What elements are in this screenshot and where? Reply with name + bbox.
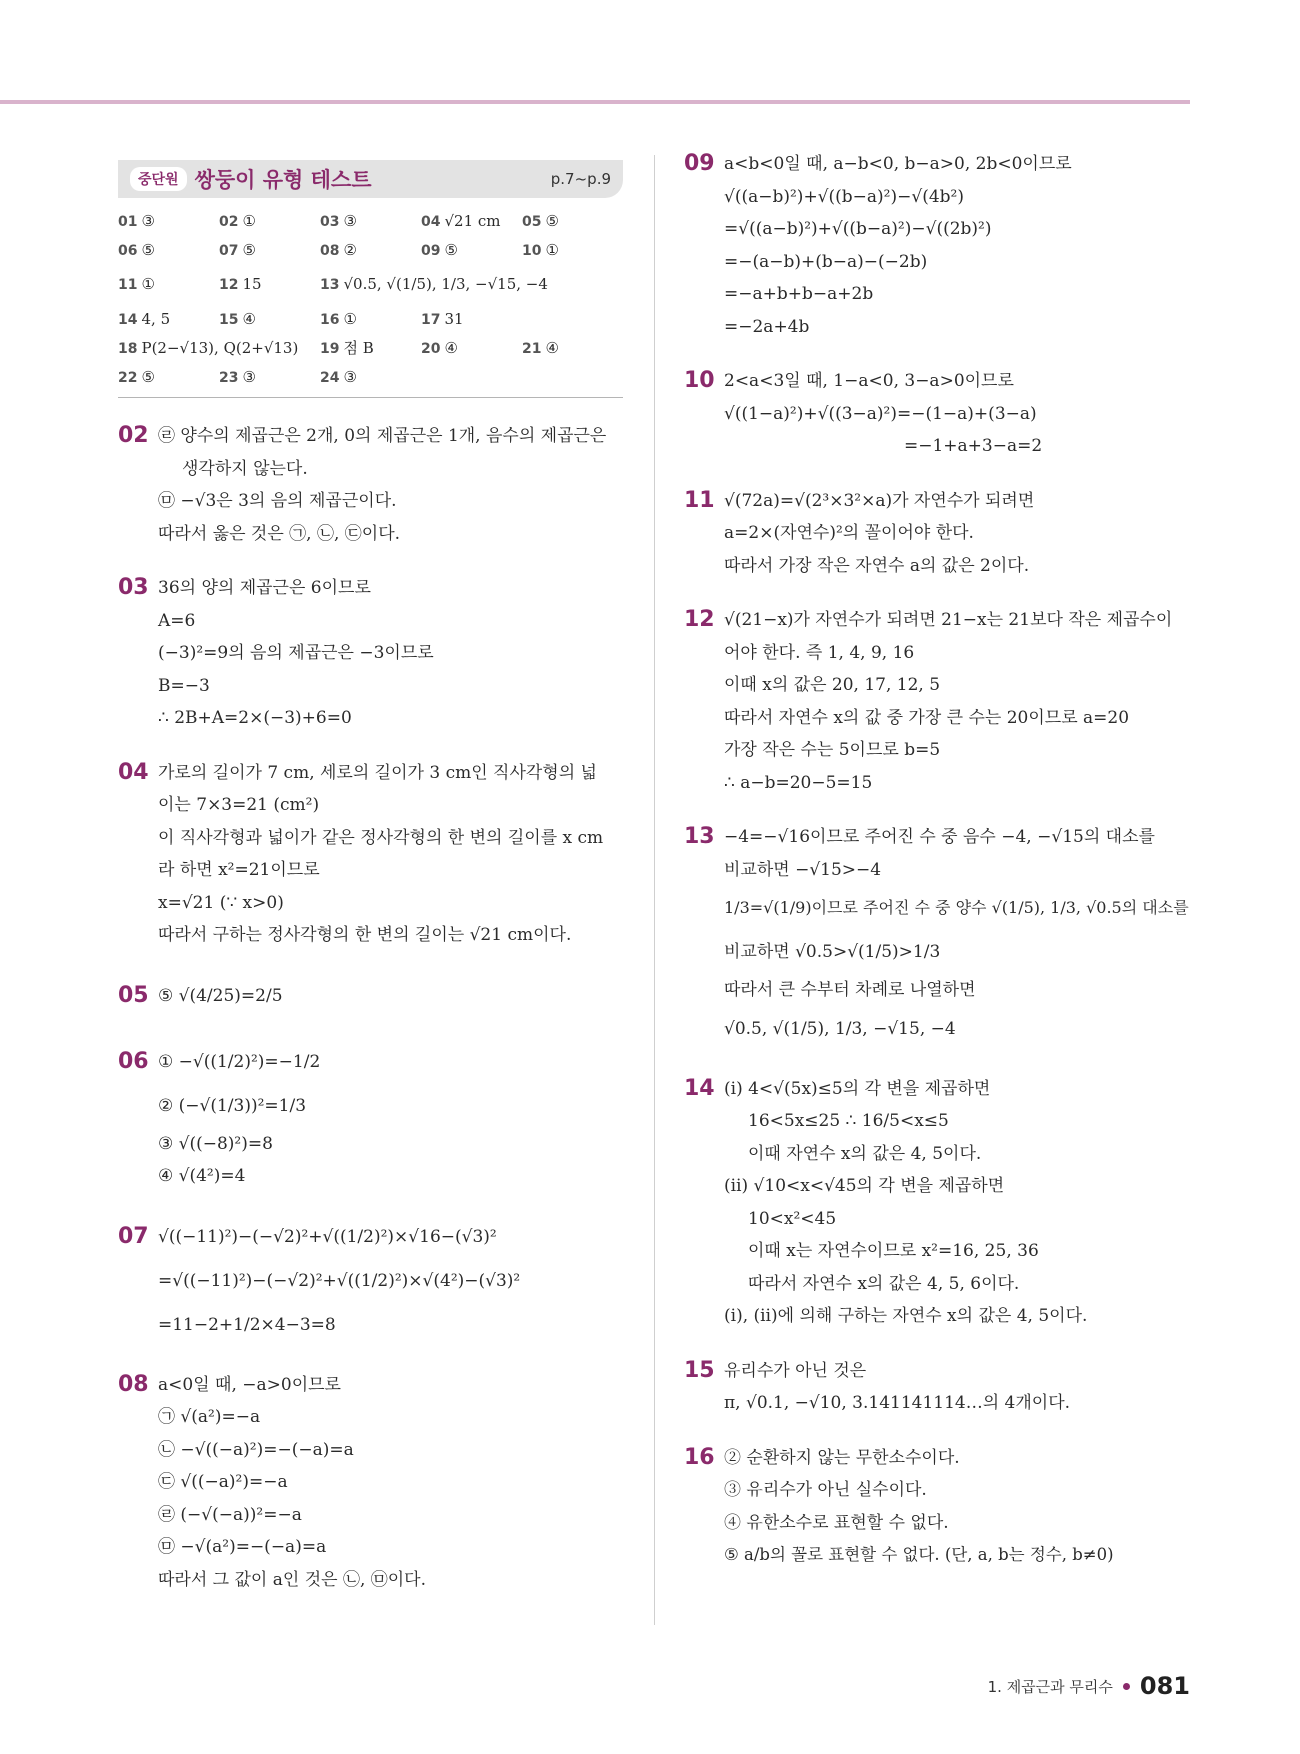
solution-line: 어야 한다. 즉 1, 4, 9, 16: [724, 642, 915, 663]
solution-line: x=√21 (∵ x>0): [158, 892, 284, 913]
solution-line: =11−2+1/2×4−3=8: [158, 1314, 336, 1335]
answer-item: 08 ②: [320, 240, 357, 259]
solution-line: ∴ 2B+A=2×(−3)+6=0: [158, 708, 352, 728]
solution-line: ④ √(4²)=4: [158, 1166, 246, 1186]
solution-14: [684, 1073, 1194, 1333]
problem-number: 08: [118, 1371, 149, 1397]
left-column: [118, 160, 623, 1596]
answer-row: [118, 362, 623, 391]
solution-line: ④ 유한소수로 표현할 수 없다.: [724, 1512, 949, 1533]
problem-number: 16: [684, 1444, 715, 1470]
answer-item: 20 ④: [421, 338, 458, 357]
answer-item: 05 ⑤: [522, 211, 559, 230]
answer-item: 10 ①: [522, 240, 559, 259]
solution-line: (ⅱ) √10<x<√45의 각 변을 제곱하면: [724, 1176, 1005, 1196]
solution-line: √(21−x)가 자연수가 되려면 21−x는 21보다 작은 제곱수이: [724, 610, 1173, 630]
solution-line: 따라서 자연수 x의 값 중 가장 큰 수는 20이므로 a=20: [724, 707, 1130, 728]
solution-08: [118, 1369, 623, 1597]
solution-line: π, √0.1, −√10, 3.141141114…의 4개이다.: [724, 1393, 1071, 1413]
solution-03: [118, 572, 623, 735]
solution-line: 비교하면 √0.5>√(1/5)>1/3: [724, 942, 941, 962]
solution-line: 따라서 그 값이 a인 것은 ㉡, ㉤이다.: [158, 1569, 427, 1590]
solution-line: ㉣ 양수의 제곱근은 2개, 0의 제곱근은 1개, 음수의 제곱근은: [158, 426, 607, 446]
solution-line: 따라서 큰 수부터 차례로 나열하면: [724, 980, 976, 1000]
solution-line: 따라서 구하는 정사각형의 한 변의 길이는 √21 cm이다.: [158, 925, 572, 945]
problem-number: 11: [684, 487, 715, 513]
solution-line: 따라서 가장 작은 자연수 a의 값은 2이다.: [724, 555, 1030, 576]
solution-line: =√((−11)²)−(−√2)²+√((1/2)²)×√(4²)−(√3)²: [158, 1270, 521, 1291]
solution-line: 생각하지 않는다.: [182, 458, 308, 479]
solution-line: ㉤ −√(a²)=−(−a)=a: [158, 1537, 327, 1557]
solution-line: ⑤ √(4/25)=2/5: [158, 985, 283, 1006]
solution-line: ③ √((−8)²)=8: [158, 1133, 273, 1154]
solution-line: 이는 7×3=21 (cm²): [158, 795, 320, 815]
answer-item: 12 15: [219, 275, 262, 293]
solution-line: √((1−a)²)+√((3−a)²)=−(1−a)+(3−a): [724, 403, 1037, 424]
solution-12: [684, 604, 1194, 799]
answer-row: [118, 304, 623, 333]
column-divider: [654, 155, 655, 1625]
solution-line: ① −√((1/2)²)=−1/2: [158, 1051, 321, 1072]
problem-number: 02: [118, 423, 149, 448]
solution-line: ② 순환하지 않는 무한소수이다.: [724, 1447, 960, 1468]
bullet-icon: [1123, 1683, 1130, 1690]
solution-15: [684, 1355, 1194, 1420]
solution-05: [118, 974, 623, 1018]
problem-number: 03: [118, 575, 149, 600]
solution-13: [684, 821, 1194, 1051]
solution-line: 10<x²<45: [748, 1208, 837, 1229]
problem-number: 09: [684, 151, 715, 176]
problem-number: 14: [684, 1075, 715, 1101]
solution-line: ㉤ −√3은 3의 음의 제곱근이다.: [158, 491, 397, 511]
answer-item: 15 ④: [219, 309, 256, 328]
answer-item: 17 31: [421, 309, 464, 328]
answer-item: 11 ①: [118, 275, 155, 293]
solution-09: [684, 148, 1194, 343]
answer-item: 16 ①: [320, 309, 357, 328]
problem-number: 10: [684, 368, 715, 393]
solution-line: =−2a+4b: [724, 316, 810, 337]
solution-line: 비교하면 −√15>−4: [724, 859, 882, 880]
solution-02: [118, 420, 623, 550]
section-banner: [118, 160, 623, 198]
problem-number: 05: [118, 982, 149, 1008]
answer-row: [118, 333, 623, 362]
solution-line: ∴ a−b=20−5=15: [724, 772, 873, 793]
right-column: [684, 148, 1194, 1572]
top-rule: [0, 100, 1190, 104]
problem-number: 07: [118, 1223, 149, 1249]
page-number: 081: [1139, 1672, 1190, 1700]
page-range: p.7~p.9: [550, 170, 611, 188]
solution-line: =−a+b+b−a+2b: [724, 284, 874, 304]
solution-04: [118, 757, 623, 952]
solution-line: (ⅰ), (ⅱ)에 의해 구하는 자연수 x의 값은 4, 5이다.: [724, 1306, 1088, 1326]
solution-line: √((−11)²)−(−√2)²+√((1/2)²)×√16−(√3)²: [158, 1226, 497, 1247]
solution-line: ㉠ √(a²)=−a: [158, 1407, 261, 1427]
problem-number: 06: [118, 1048, 149, 1074]
answer-item: 13 √0.5, √(1/5), 1/3, −√15, −4: [320, 275, 548, 293]
answer-row: [118, 235, 623, 264]
solution-line: ⑤ a/b의 꼴로 표현할 수 없다. (단, a, b는 정수, b≠0): [724, 1545, 1114, 1564]
solution-line: √0.5, √(1/5), 1/3, −√15, −4: [724, 1018, 956, 1039]
solution-line: 이 직사각형과 넓이가 같은 정사각형의 한 변의 길이를 x cm: [158, 827, 604, 848]
solution-line: 라 하면 x²=21이므로: [158, 860, 320, 880]
answer-item: 07 ⑤: [219, 240, 256, 259]
solution-line: ② (−√(1/3))²=1/3: [158, 1095, 307, 1116]
solution-line: a<b<0일 때, a−b<0, b−a>0, 2b<0이므로: [724, 154, 1072, 174]
answer-item: 06 ⑤: [118, 240, 155, 259]
solution-16: [684, 1442, 1194, 1572]
answer-key: [118, 206, 623, 398]
answer-item: 02 ①: [219, 211, 256, 230]
solution-line: 이때 x는 자연수이므로 x²=16, 25, 36: [748, 1241, 1039, 1261]
page-footer: [988, 1672, 1190, 1700]
answer-item: 04 √21 cm: [421, 211, 501, 230]
answer-item: 22 ⑤: [118, 367, 155, 386]
solution-line: 16<5x≤25 ∴ 16/5<x≤5: [748, 1111, 949, 1131]
solution-line: 이때 자연수 x의 값은 4, 5이다.: [748, 1143, 982, 1164]
solution-line: ㉡ −√((−a)²)=−(−a)=a: [158, 1439, 354, 1460]
solution-line: 따라서 옳은 것은 ㉠, ㉡, ㉢이다.: [158, 523, 401, 544]
solution-line: 가로의 길이가 7 cm, 세로의 길이가 3 cm인 직사각형의 넓: [158, 762, 597, 783]
problem-number: 12: [684, 607, 715, 632]
chapter-label: 1. 제곱근과 무리수: [987, 1677, 1113, 1696]
solution-line: ㉣ (−√(−a))²=−a: [158, 1504, 302, 1525]
answer-item: 09 ⑤: [421, 240, 458, 259]
answer-row: [118, 206, 623, 235]
solution-line: 가장 작은 수는 5이므로 b=5: [724, 740, 941, 760]
problem-number: 13: [684, 824, 715, 849]
answer-item: 19 점 B: [320, 339, 374, 357]
solution-line: √(72a)=√(2³×3²×a)가 자연수가 되려면: [724, 490, 1035, 511]
solution-10: [684, 365, 1194, 463]
solution-line: (−3)²=9의 음의 제곱근은 −3이므로: [158, 643, 434, 663]
solution-line: =−(a−b)+(b−a)−(−2b): [724, 251, 928, 272]
answer-item: 14 4, 5: [118, 309, 171, 328]
answer-item: 24 ③: [320, 367, 357, 386]
solution-11: [684, 485, 1194, 583]
answer-item: 03 ③: [320, 211, 357, 230]
solution-line: B=−3: [158, 675, 210, 696]
solution-line: A=6: [158, 610, 196, 631]
solution-line: 유리수가 아닌 것은: [724, 1360, 867, 1381]
answer-item: 01 ③: [118, 211, 155, 230]
solution-line: a<0일 때, −a>0이므로: [158, 1374, 341, 1395]
solution-line: =√((a−b)²)+√((b−a)²)−√((2b)²): [724, 219, 992, 239]
solution-06: [118, 1040, 623, 1193]
solution-line: ③ 유리수가 아닌 실수이다.: [724, 1480, 927, 1500]
solution-line: =−1+a+3−a=2: [904, 436, 1043, 456]
solution-line: 2<a<3일 때, 1−a<0, 3−a>0이므로: [724, 371, 1014, 391]
answer-item: 23 ③: [219, 367, 256, 386]
answer-item: 18 P(2−√13), Q(2+√13): [118, 338, 299, 357]
problem-number: 15: [684, 1357, 715, 1383]
solution-line: −4=−√16이므로 주어진 수 중 음수 −4, −√15의 대소를: [724, 827, 1155, 847]
solution-line: a=2×(자연수)²의 꼴이어야 한다.: [724, 523, 974, 543]
solution-line: √((a−b)²)+√((b−a)²)−√(4b²): [724, 186, 964, 207]
solution-line: 이때 x의 값은 20, 17, 12, 5: [724, 675, 941, 695]
solution-line: 따라서 자연수 x의 값은 4, 5, 6이다.: [748, 1273, 1020, 1294]
answer-row: [118, 264, 623, 304]
problem-number: 04: [118, 759, 149, 785]
solution-line: 36의 양의 제곱근은 6이므로: [158, 578, 371, 598]
section-badge: 중단원: [130, 167, 187, 191]
answer-item: 21 ④: [522, 338, 559, 357]
solution-line: 1/3=√(1/9)이므로 주어진 수 중 양수 √(1/5), 1/3, √0.5의 대소를: [724, 898, 1189, 917]
section-title: 쌍둥이 유형 테스트: [194, 168, 372, 192]
solution-line: (ⅰ) 4<√(5x)≤5의 각 변을 제곱하면: [724, 1078, 991, 1099]
solution-07: [118, 1215, 623, 1347]
solution-line: ㉢ √((−a)²)=−a: [158, 1472, 288, 1492]
